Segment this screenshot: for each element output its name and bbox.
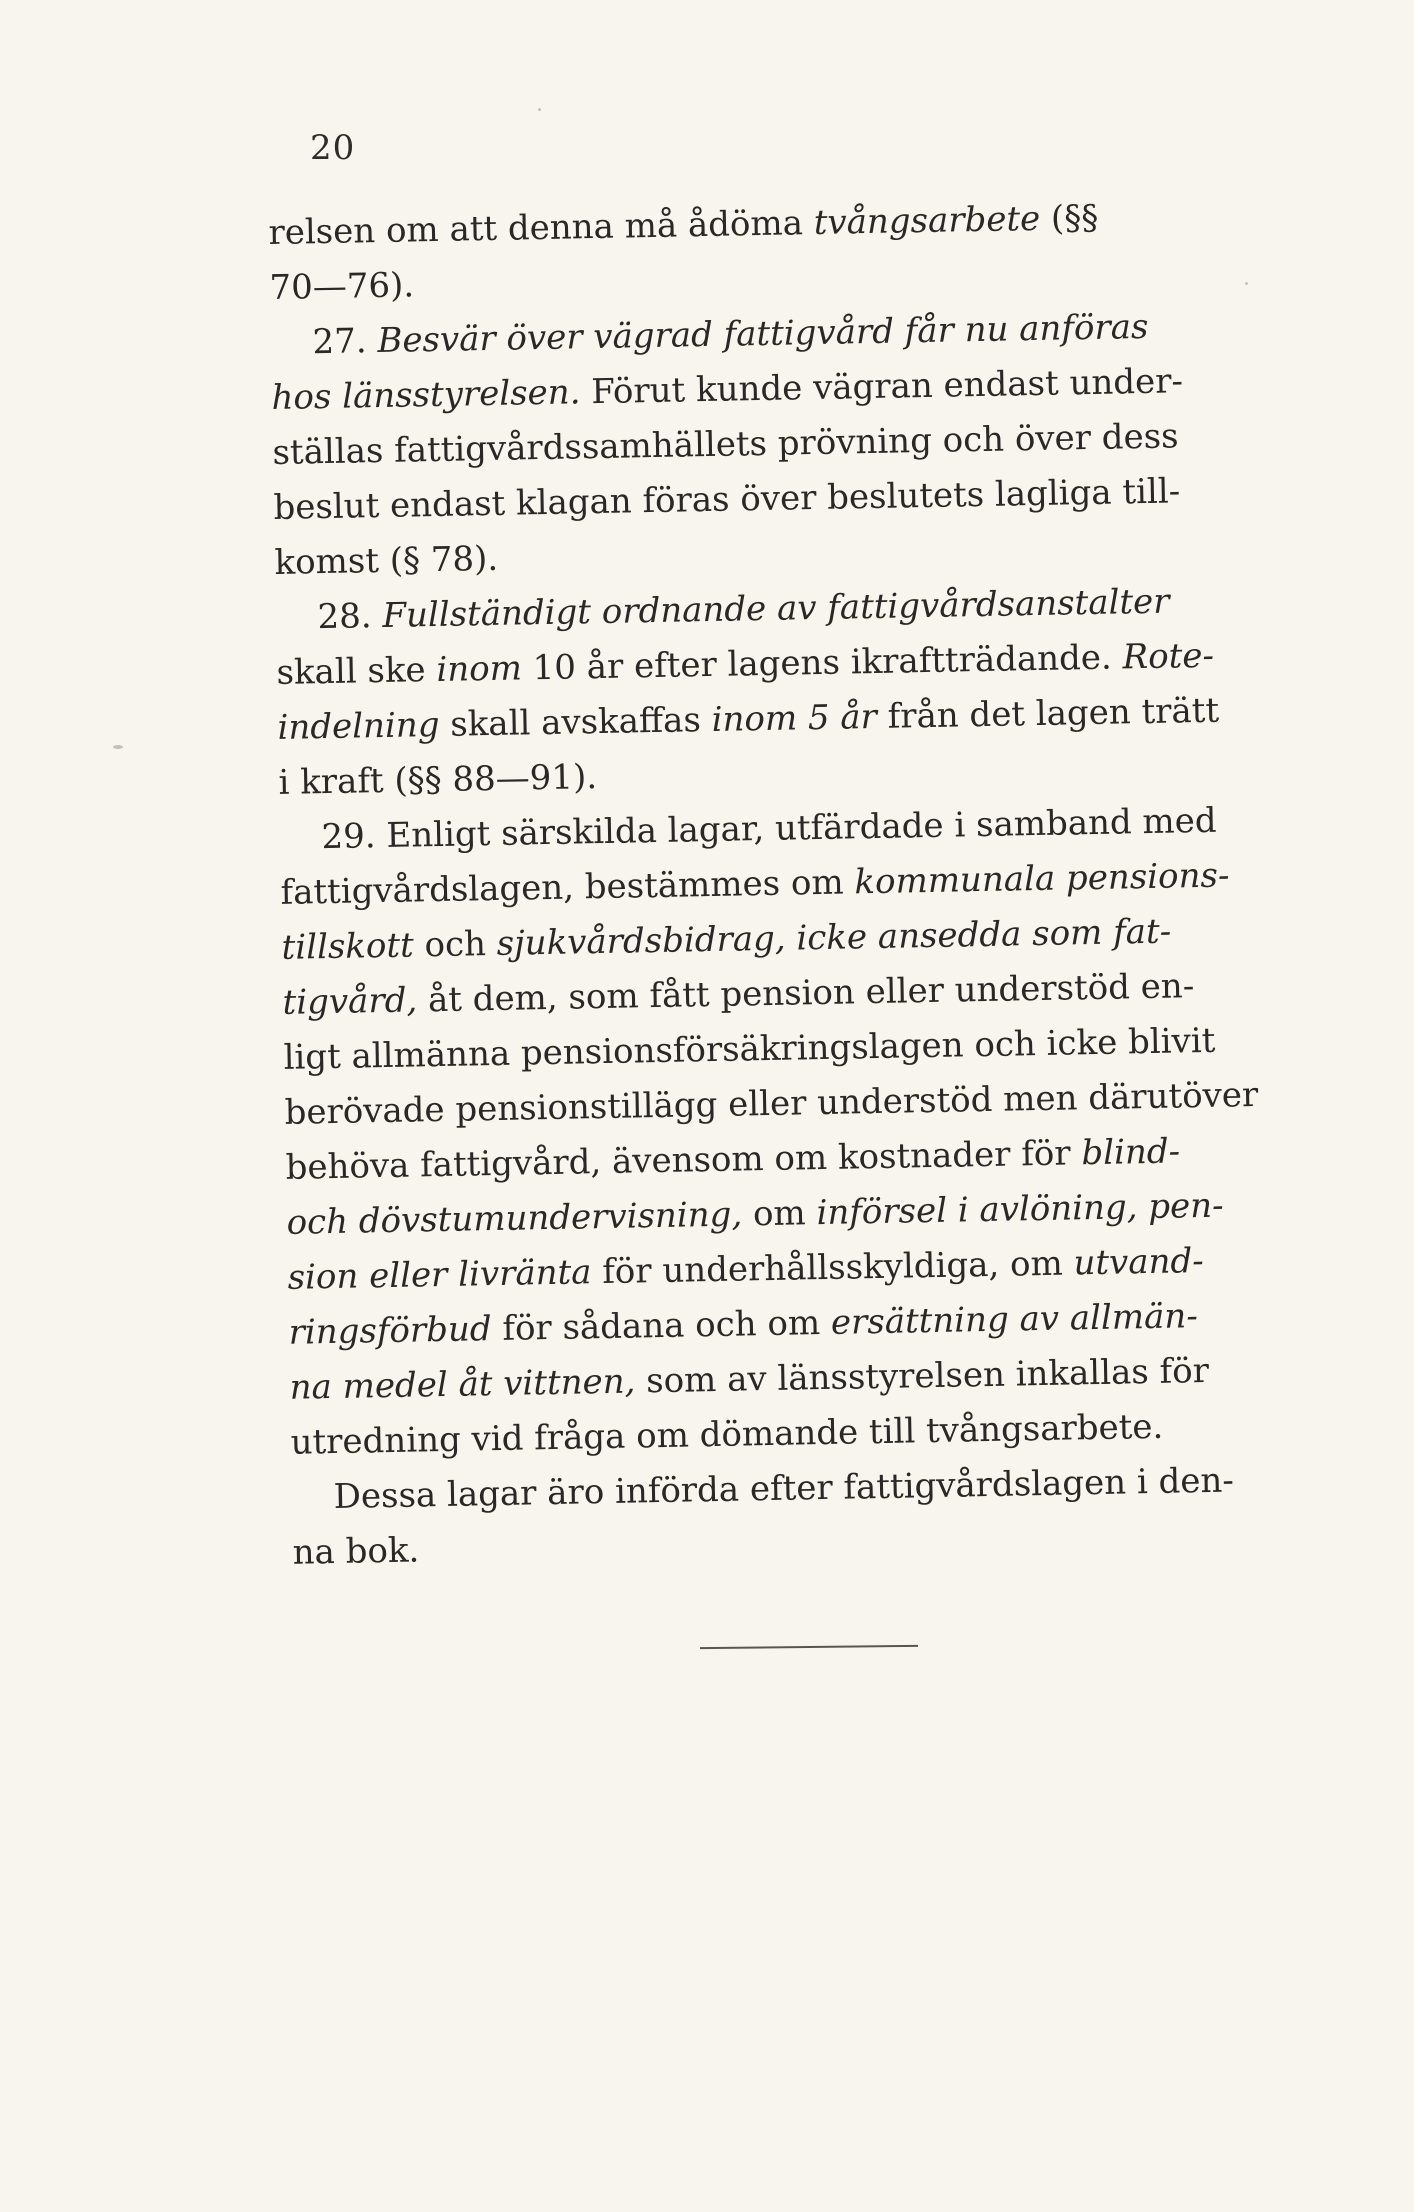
italic-text: Besvär över vägrad fattigvård får nu anföras	[377, 306, 1149, 362]
text-segment: skall avskaffas	[439, 699, 712, 745]
text-segment: na bok.	[292, 1530, 420, 1573]
text-segment: berövade pensionstillägg eller understöd men därutöver	[284, 1075, 1259, 1133]
paper-speck	[113, 745, 123, 749]
text-segment: om	[741, 1193, 817, 1235]
text-segment: ligt allmänna pensionsförsäkringslagen och icke blivit	[283, 1020, 1216, 1078]
text-segment: 28.	[317, 595, 383, 638]
italic-text: ringsförbud	[288, 1309, 492, 1353]
paper-speck	[538, 108, 541, 111]
text-segment: utredning vid fråga om dömande till tvångsarbete.	[290, 1406, 1164, 1463]
text-segment: beslut endast klagan föras över beslutets lagliga till-	[273, 471, 1181, 528]
text-segment: (§§	[1039, 197, 1099, 239]
italic-text: inom	[436, 648, 523, 690]
italic-text: ersättning av allmän-	[830, 1296, 1199, 1343]
italic-text: tigvård,	[282, 980, 418, 1023]
text-segment: skall ske	[276, 649, 437, 693]
text-segment: åt dem, som fått pension eller understöd en-	[416, 966, 1195, 1021]
paper-speck	[1245, 282, 1248, 285]
text-segment: fattigvårdslagen, bestämmes om	[280, 862, 855, 913]
text-segment: 29. Enligt särskilda lagar, utfärdade i samband med	[321, 800, 1217, 858]
section-divider	[700, 1645, 918, 1649]
italic-text: na medel åt vittnen,	[289, 1361, 636, 1408]
text-segment: relsen om att denna må ådöma	[268, 203, 815, 253]
italic-text: blind-	[1081, 1131, 1181, 1174]
page-number: 20	[310, 128, 356, 168]
text-segment: behöva fattigvård, ävensom om kostnader för	[285, 1133, 1082, 1188]
italic-text: Rote-	[1122, 635, 1215, 678]
text-segment: komst (§ 78).	[274, 538, 499, 583]
body-text	[268, 186, 1365, 1580]
text-segment: från det lagen trätt	[876, 690, 1220, 737]
text-segment: i kraft (§§ 88—91).	[278, 757, 598, 803]
italic-text: sjukvårdsbidrag, icke ansedda som fat-	[496, 911, 1172, 964]
text-segment: Förut kunde vägran endast under-	[580, 361, 1184, 413]
text-segment: 27.	[312, 321, 378, 363]
italic-text: sion eller livränta	[287, 1252, 592, 1298]
text-segment: för sådana och om	[491, 1302, 832, 1350]
italic-text: tvångsarbete	[813, 198, 1041, 243]
italic-text: inom 5 år	[711, 696, 878, 740]
italic-text: och dövstumundervisning,	[286, 1194, 743, 1243]
italic-text: utvand-	[1073, 1241, 1205, 1284]
text-segment: som av länsstyrelsen inkallas för	[635, 1350, 1210, 1402]
italic-text: införsel i avlöning, pen-	[816, 1185, 1224, 1234]
text-segment: 10 år efter lagens ikraftträdande.	[521, 637, 1123, 689]
text-segment: ställas fattigvårdssamhällets prövning och över dess	[272, 416, 1179, 473]
text-segment: för underhållsskyldiga, om	[591, 1243, 1074, 1293]
text-segment: 70—76).	[269, 265, 415, 308]
italic-text: indelning	[277, 704, 440, 748]
italic-text: kommunala pensions-	[854, 855, 1230, 903]
italic-text: Fullständigt ordnande av fattigvårdsanstalter	[382, 581, 1170, 636]
italic-text: hos länsstyrelsen.	[271, 372, 581, 418]
italic-text: tillskott	[281, 925, 415, 968]
text-segment: och	[413, 923, 498, 966]
text-segment: Dessa lagar äro införda efter fattigvårdslagen i den-	[333, 1460, 1235, 1518]
